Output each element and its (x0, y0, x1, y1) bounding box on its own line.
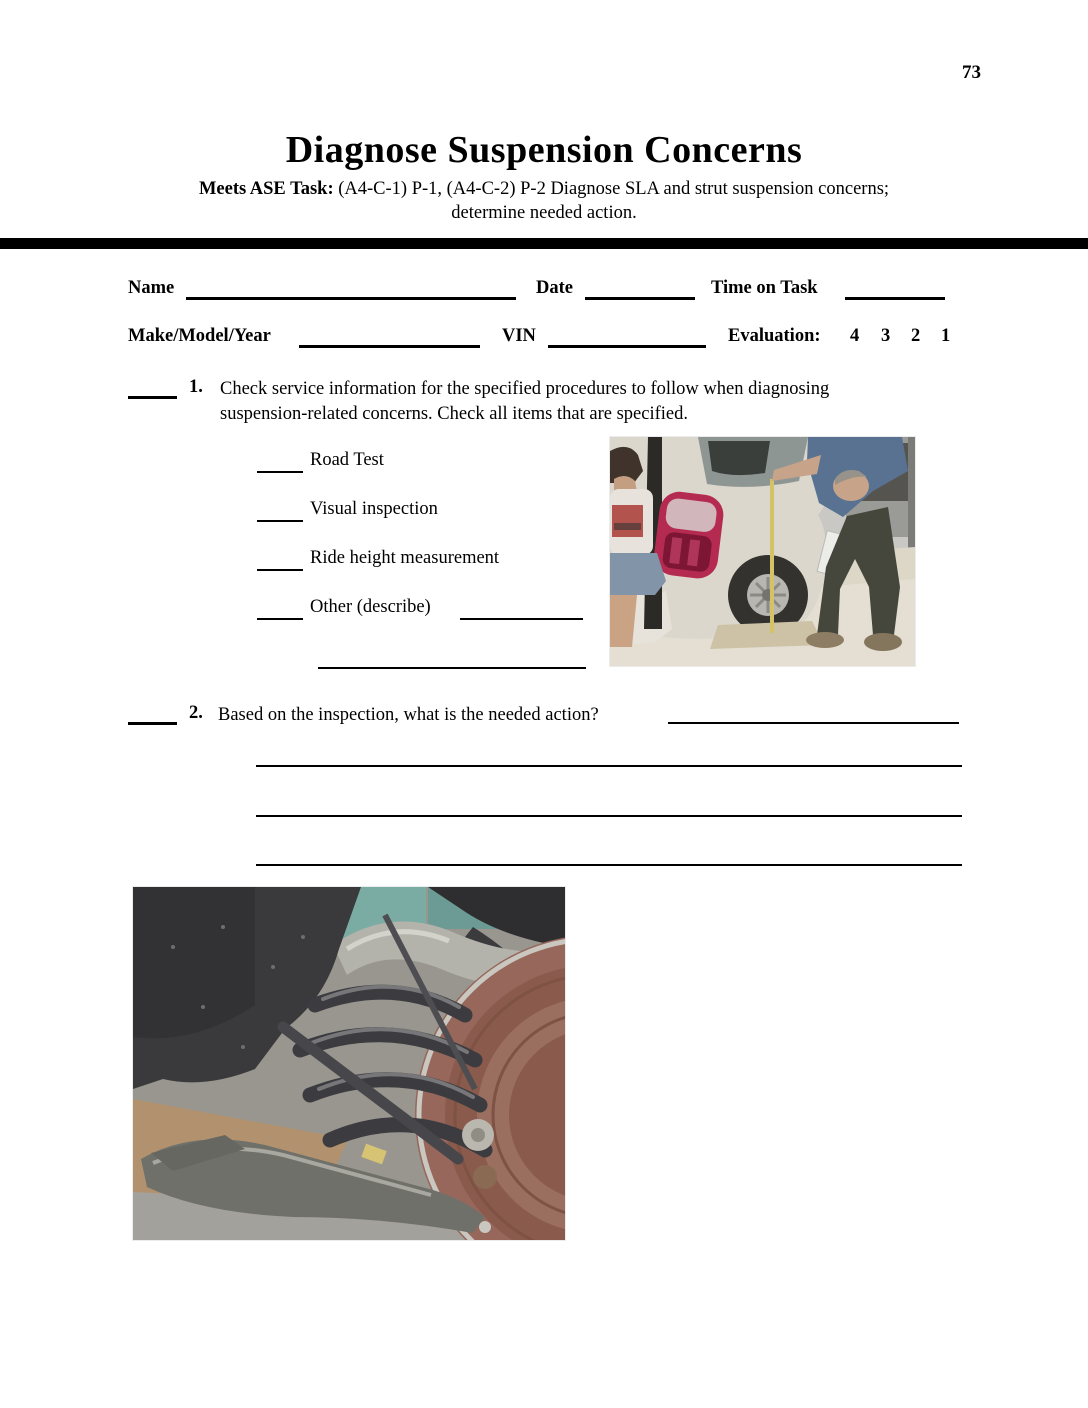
checklist-item-other: Other (describe) (310, 597, 431, 617)
evaluation-value-3: 3 (881, 326, 891, 346)
evaluation-value-2: 2 (911, 326, 921, 346)
ase-task-text: (A4-C-1) P-1, (A4-C-2) P-2 Diagnose SLA and strut suspension concerns; (338, 179, 890, 199)
make-model-year-label: Make/Model/Year (128, 326, 271, 346)
checklist-item-road-test: Road Test (310, 450, 384, 470)
suspension-photo-graphic (133, 887, 565, 1240)
answer-line-1 (256, 765, 962, 767)
time-on-task-blank-line (845, 297, 945, 300)
date-blank-line (585, 297, 695, 300)
question2-text: Based on the inspection, what is the needed action? (218, 705, 599, 725)
question2-number: 2. (189, 703, 203, 723)
evaluation-label: Evaluation: (728, 326, 821, 346)
question1-number: 1. (189, 377, 203, 397)
question1-grade-blank (128, 396, 177, 399)
header-divider-rule (0, 238, 1088, 249)
question2-answer-line (668, 722, 959, 724)
answer-line-2 (256, 815, 962, 817)
other-describe-continuation-line (318, 667, 586, 669)
other-describe-blank-line (460, 618, 583, 620)
checklist-blank-other (257, 618, 303, 620)
checklist-blank-ride-height (257, 569, 303, 571)
checklist-blank-road-test (257, 471, 303, 473)
checklist-item-visual-inspection: Visual inspection (310, 499, 438, 519)
ase-task-label: Meets ASE Task: (198, 179, 334, 199)
page-number: 73 (962, 62, 981, 83)
evaluation-value-4: 4 (850, 326, 860, 346)
checklist-item-ride-height: Ride height measurement (310, 548, 500, 568)
suspension-components-photo (133, 887, 565, 1240)
ride-height-measurement-photo (610, 437, 915, 666)
ase-task-line2: determine needed action. (451, 203, 637, 223)
answer-line-3 (256, 864, 962, 866)
vin-label: VIN (502, 326, 536, 346)
name-label: Name (128, 278, 175, 298)
evaluation-value-1: 1 (941, 326, 951, 346)
vin-blank-line (548, 345, 706, 348)
question2-grade-blank (128, 722, 177, 725)
name-blank-line (186, 297, 516, 300)
checklist-blank-visual-inspection (257, 520, 303, 522)
page-title: Diagnose Suspension Concerns (285, 129, 803, 171)
make-model-year-blank-line (299, 345, 480, 348)
question1-text-line1: Check service information for the specified procedures to follow when diagnosing (220, 379, 830, 399)
date-label: Date (536, 278, 573, 298)
question1-text-line2: suspension-related concerns. Check all items that are specified. (220, 404, 688, 424)
ase-task-line (0, 179, 1088, 200)
ride-height-photo-graphic (610, 437, 915, 666)
time-on-task-label: Time on Task (711, 278, 818, 298)
